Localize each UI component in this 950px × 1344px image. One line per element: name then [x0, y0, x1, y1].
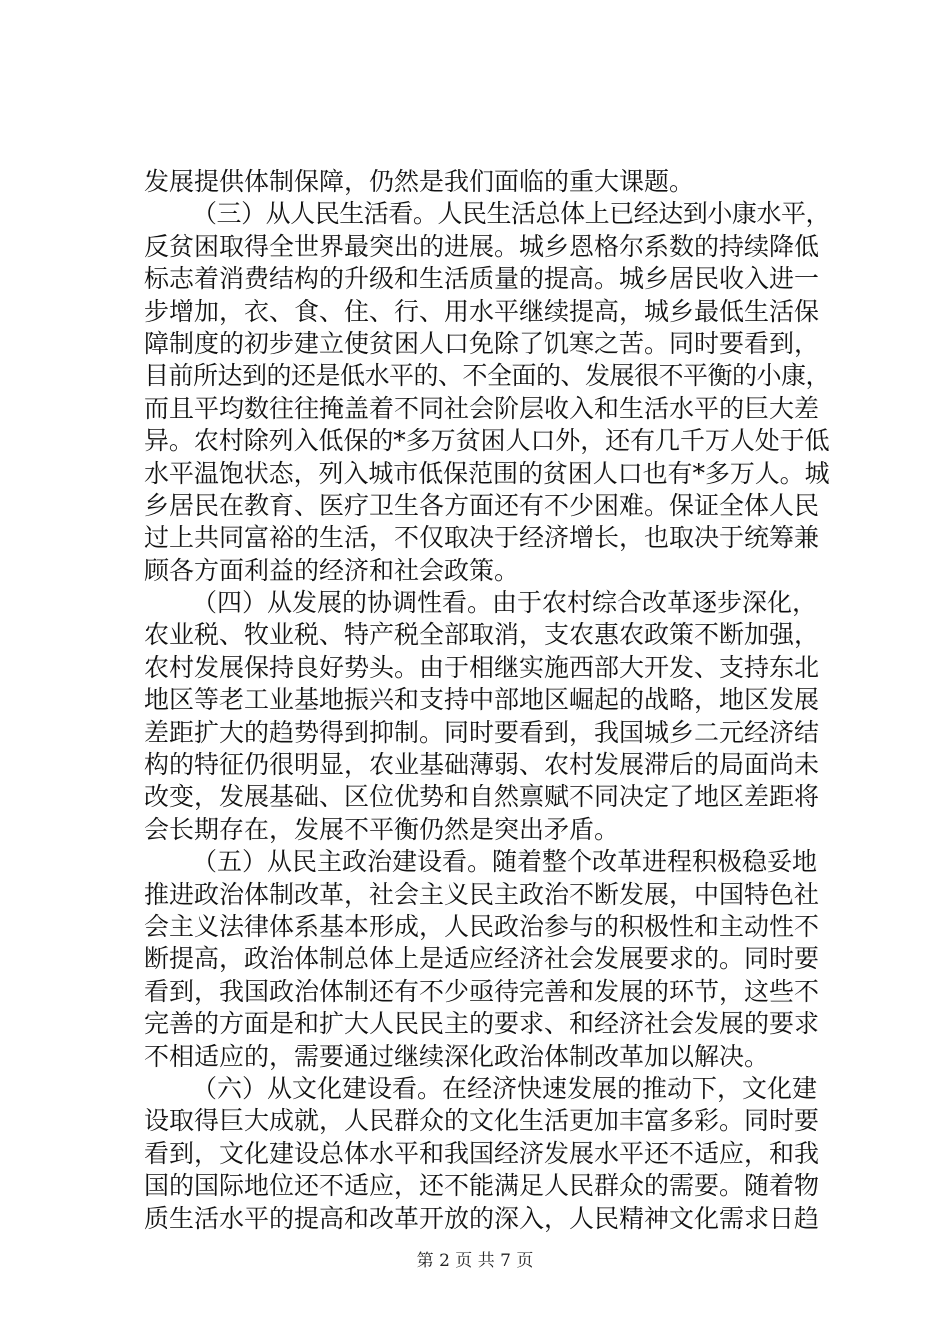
text-line: 目前所达到的还是低水平的、不全面的、发展很不平衡的小康， — [144, 361, 831, 391]
text-line: 国的国际地位还不适应，还不能满足人民群众的需要。随着物 — [144, 1171, 820, 1201]
text-line: 而且平均数往往掩盖着不同社会阶层收入和生活水平的巨大差 — [144, 393, 820, 423]
text-line: 农村发展保持良好势头。由于相继实施西部大开发、支持东北 — [144, 652, 820, 682]
text-line: 地区等老工业基地振兴和支持中部地区崛起的战略，地区发展 — [144, 685, 820, 715]
paragraph-first-line: （五）从民主政治建设看。随着整个改革进程积极稳妥地 — [192, 847, 818, 877]
text-line: 顾各方面利益的经济和社会政策。 — [144, 555, 520, 585]
document-body — [144, 166, 830, 1235]
text-line: 会长期存在，发展不平衡仍然是突出矛盾。 — [144, 814, 620, 844]
text-line: 标志着消费结构的升级和生活质量的提高。城乡居民收入进一 — [144, 264, 820, 294]
text-line: 看到，我国政治体制还有不少亟待完善和发展的环节，这些不 — [144, 976, 820, 1006]
text-line: 障制度的初步建立使贫困人口免除了饥寒之苦。同时要看到， — [144, 328, 820, 358]
text-line: 改变，发展基础、区位优势和自然禀赋不同决定了地区差距将 — [144, 782, 820, 812]
text-line: 会主义法律体系基本形成，人民政治参与的积极性和主动性不 — [144, 911, 820, 941]
paragraph-first-line: （四）从发展的协调性看。由于农村综合改革逐步深化， — [192, 588, 818, 618]
text-line: 乡居民在教育、医疗卫生各方面还有不少困难。保证全体人民 — [144, 490, 820, 520]
text-line: 看到，文化建设总体水平和我国经济发展水平还不适应，和我 — [144, 1138, 820, 1168]
text-line: 推进政治体制改革，社会主义民主政治不断发展，中国特色社 — [144, 879, 820, 909]
text-line: 构的特征仍很明显，农业基础薄弱、农村发展滞后的局面尚未 — [144, 750, 820, 780]
text-line: 步增加，衣、食、住、行、用水平继续提高，城乡最低生活保 — [144, 296, 820, 326]
text-line: 反贫困取得全世界最突出的进展。城乡恩格尔系数的持续降低 — [144, 231, 820, 261]
text-line: 设取得巨大成就，人民群众的文化生活更加丰富多彩。同时要 — [144, 1106, 820, 1136]
text-line: 异。农村除列入低保的*多万贫困人口外，还有几千万人处于低 — [144, 426, 830, 456]
paragraph-first-line: （六）从文化建设看。在经济快速发展的推动下，文化建 — [192, 1073, 818, 1103]
text-line: 质生活水平的提高和改革开放的深入，人民精神文化需求日趋 — [144, 1203, 820, 1233]
text-line: 农业税、牧业税、特产税全部取消，支农惠农政策不断加强， — [144, 620, 820, 650]
text-line: 差距扩大的趋势得到抑制。同时要看到，我国城乡二元经济结 — [144, 717, 820, 747]
text-line: 断提高，政治体制总体上是适应经济社会发展要求的。同时要 — [144, 944, 820, 974]
text-line: 过上共同富裕的生活，不仅取决于经济增长，也取决于统筹兼 — [144, 523, 820, 553]
text-line: 水平温饱状态，列入城市低保范围的贫困人口也有*多万人。城 — [144, 458, 830, 488]
paragraph-first-line: （三）从人民生活看。人民生活总体上已经达到小康水平， — [192, 199, 831, 229]
text-line: 完善的方面是和扩大人民民主的要求、和经济社会发展的要求 — [144, 1009, 820, 1039]
text-line: 发展提供体制保障，仍然是我们面临的重大课题。 — [144, 167, 695, 196]
page-footer — [0, 1246, 950, 1271]
text-line: 不相适应的，需要通过继续深化政治体制改革加以解决。 — [144, 1041, 770, 1071]
page-number-label: 第 2 页 共 7 页 — [416, 1251, 534, 1271]
